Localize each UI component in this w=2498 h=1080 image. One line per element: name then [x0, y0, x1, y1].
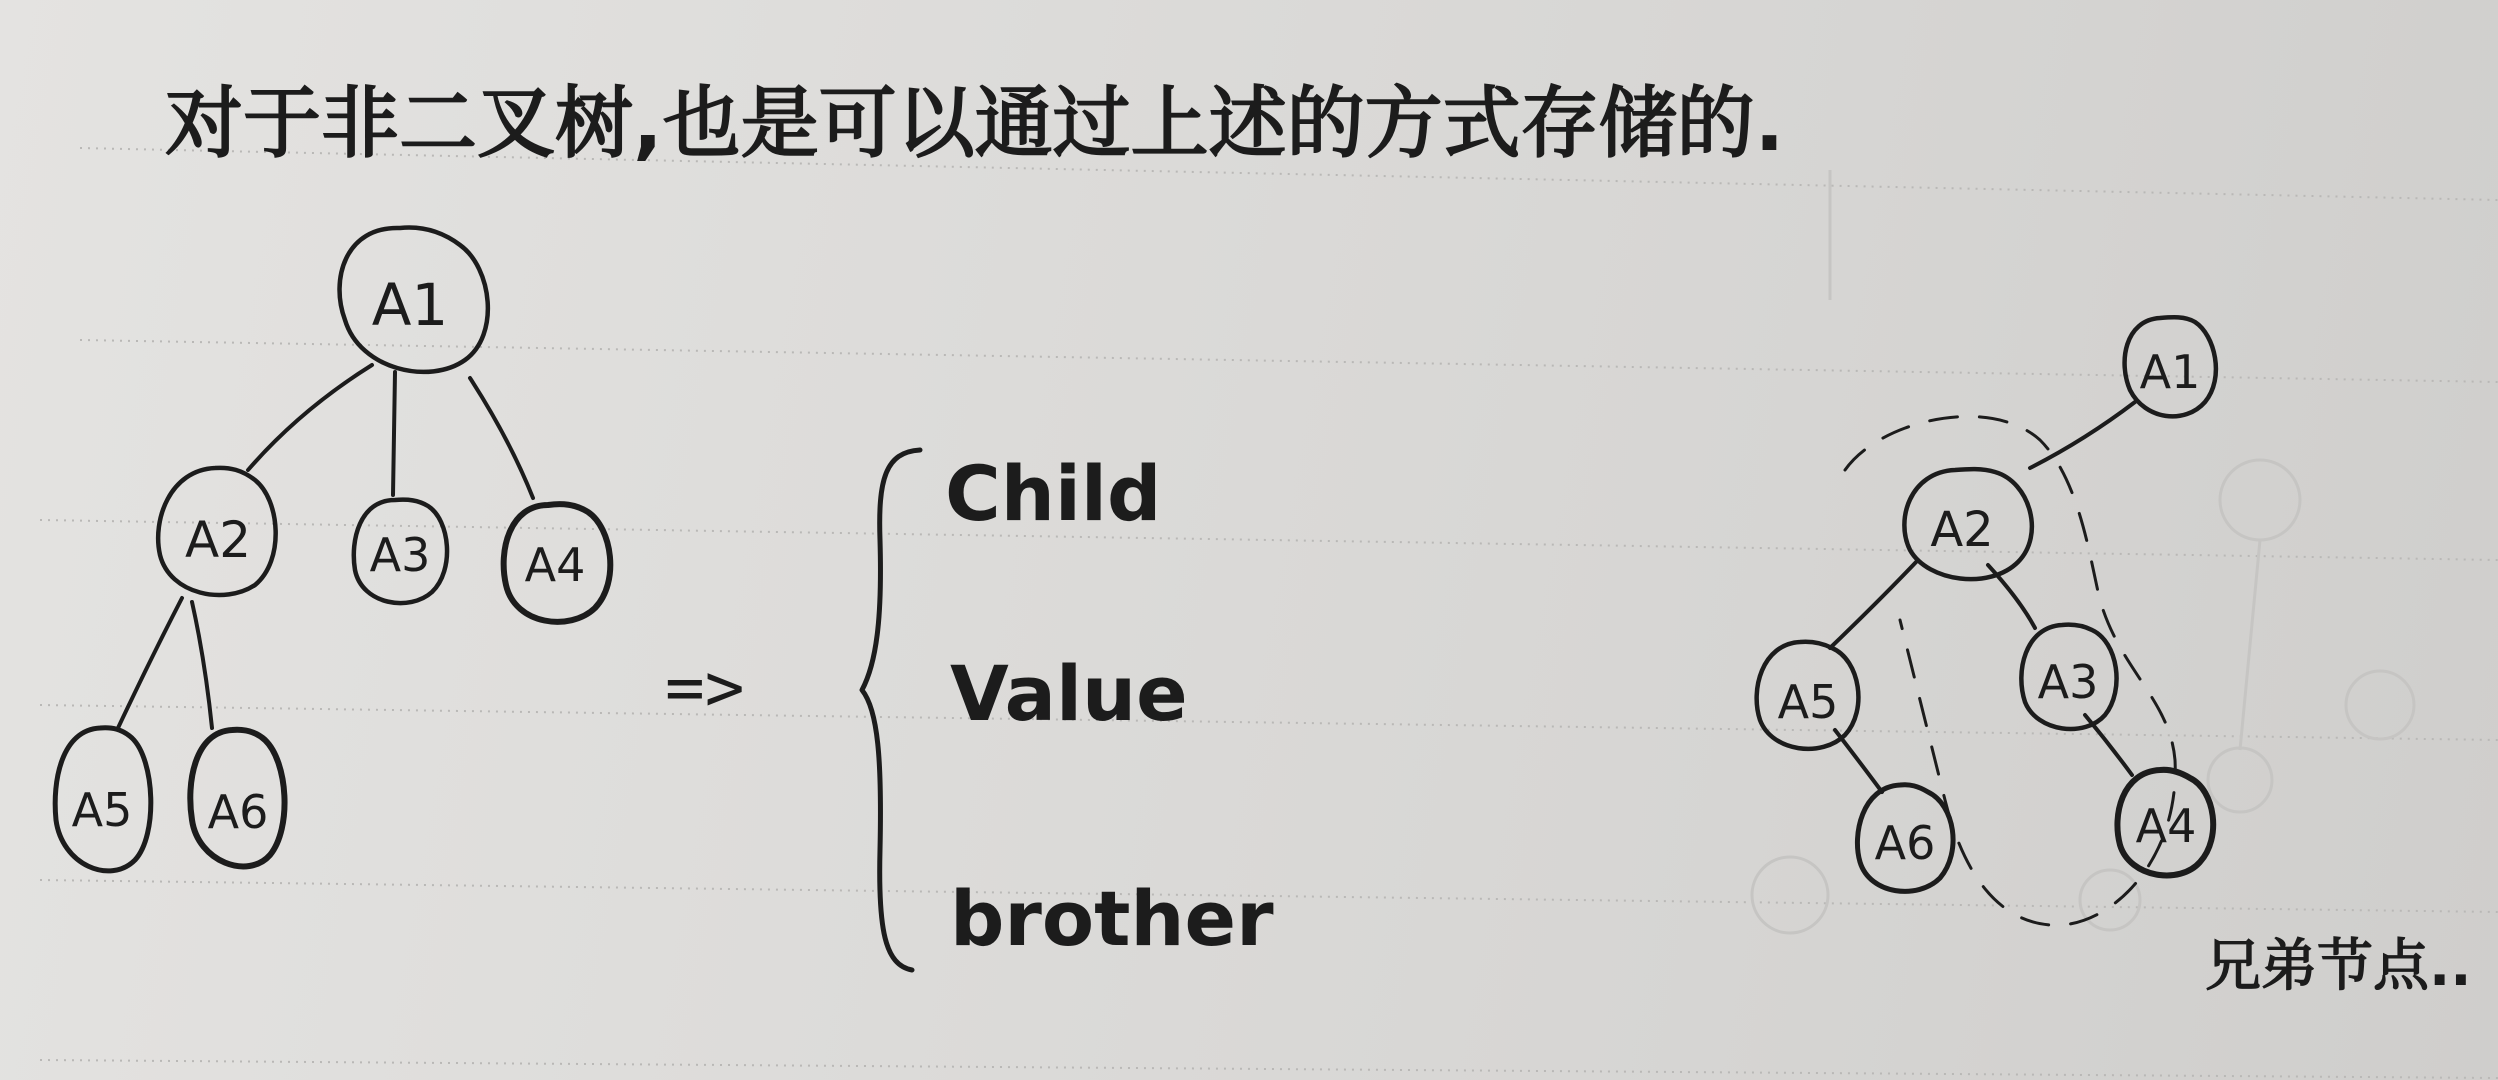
- node-label: A4: [524, 538, 586, 592]
- edge-a1-a4: [470, 378, 533, 498]
- ghost-circle: [2220, 460, 2300, 540]
- ghost-circle: [1752, 857, 1828, 933]
- left-node-a4: [504, 504, 611, 622]
- node-label: A6: [207, 785, 269, 839]
- left-node-a1: [340, 228, 488, 372]
- right-node-a6: [1857, 785, 1953, 892]
- field-list: [945, 449, 1274, 963]
- rule-line: [40, 705, 2498, 740]
- transform-arrow: =>: [665, 649, 745, 726]
- field-child: Child: [945, 449, 1162, 538]
- ghost-stroke: [2240, 540, 2260, 750]
- node-label: A2: [1930, 502, 1994, 558]
- right-node-a2: [1904, 469, 2031, 579]
- edge-a1-a2: [2030, 402, 2135, 468]
- edge-a2-a5: [1830, 560, 1918, 648]
- right-node-a1: [2125, 317, 2216, 416]
- left-node-a5: [55, 728, 151, 871]
- curly-brace: [862, 450, 920, 970]
- edge-a1-a2: [248, 365, 372, 470]
- right-node-a4: [2117, 770, 2213, 876]
- ghost-circle: [2208, 748, 2272, 812]
- rule-line: [40, 1060, 2498, 1078]
- edge-a1-a3: [393, 372, 395, 495]
- right-node-a5: [1757, 642, 1859, 749]
- left-node-a2: [158, 468, 276, 595]
- left-tree: [55, 228, 610, 871]
- node-label: A2: [184, 511, 252, 569]
- brother-node-note: 兄弟节点..: [2205, 934, 2472, 999]
- ghost-circle: [2080, 870, 2140, 930]
- node-label: A6: [1874, 816, 1936, 870]
- right-tree: [1757, 317, 2472, 999]
- field-value: Value: [950, 649, 1188, 738]
- edge-a2-a6: [192, 602, 212, 728]
- page-title: 对于非二叉树,也是可以通过上述的方式存储的.: [165, 79, 1785, 169]
- ghost-circle: [2346, 671, 2414, 739]
- rule-line: [80, 340, 2498, 382]
- edge-a2-a5: [118, 598, 182, 728]
- left-node-a6: [190, 730, 284, 867]
- node-label: A5: [1777, 675, 1839, 729]
- node-label: A1: [371, 271, 449, 339]
- left-node-a3: [354, 500, 447, 603]
- node-label: A3: [2037, 655, 2099, 709]
- node-label: A1: [2139, 345, 2201, 399]
- field-brother: brother: [950, 874, 1274, 963]
- left-tree-edges: [118, 365, 533, 728]
- node-label: A5: [71, 783, 133, 837]
- node-label: A4: [2135, 799, 2197, 853]
- bleed-through: [1752, 170, 2414, 933]
- right-node-a3: [2021, 625, 2116, 729]
- node-label: A3: [369, 528, 431, 582]
